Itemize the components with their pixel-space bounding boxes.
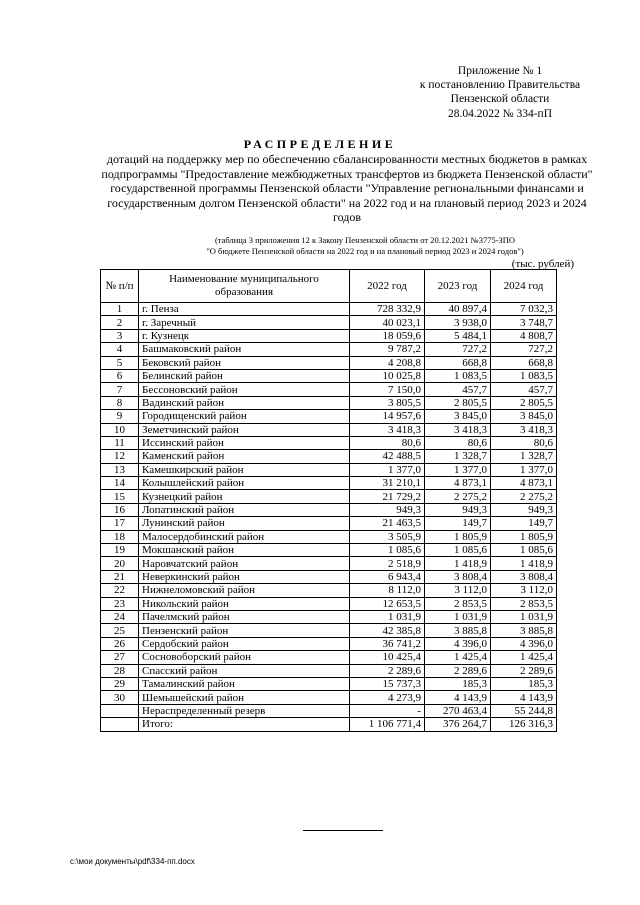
- appendix-line-4: 28.04.2022 № 334-пП: [447, 107, 552, 120]
- table-row: [101, 597, 557, 610]
- table-row: [101, 610, 557, 623]
- municipality-name: Лопатинский район: [139, 503, 350, 516]
- row-number: 3: [101, 329, 139, 342]
- table-row: [101, 637, 557, 650]
- value-2023: 3 112,0: [425, 584, 491, 597]
- row-number: 9: [101, 410, 139, 423]
- municipality-name: Вадинский район: [139, 396, 350, 409]
- signature-line: [303, 830, 383, 831]
- table-row: [101, 477, 557, 490]
- value-2023: 3 938,0: [425, 316, 491, 329]
- municipality-name: Лунинский район: [139, 517, 350, 530]
- row-number: 10: [101, 423, 139, 436]
- value-2024: 457,7: [491, 383, 557, 396]
- value-2023: 1 328,7: [425, 450, 491, 463]
- table-row: [101, 463, 557, 476]
- value-2022: 1 106 771,4: [350, 718, 425, 731]
- value-2023: 1 083,5: [425, 369, 491, 382]
- municipality-name: Сердобский район: [139, 637, 350, 650]
- value-2022: 728 332,9: [350, 303, 425, 316]
- value-2023: 668,8: [425, 356, 491, 369]
- value-2024: 668,8: [491, 356, 557, 369]
- file-path-footer: c:\мои документы\pdf\334-пп.docx: [70, 857, 195, 866]
- value-2024: 4 873,1: [491, 477, 557, 490]
- distribution-table: [100, 269, 557, 732]
- value-2022: 4 273,9: [350, 691, 425, 704]
- row-number: 26: [101, 637, 139, 650]
- appendix-line-3: Пензенской области: [450, 93, 550, 106]
- document-title: РАСПРЕДЕЛЕНИЕ: [243, 137, 397, 151]
- appendix-line-2: к постановлению Правительства: [419, 79, 581, 92]
- row-number: 21: [101, 570, 139, 583]
- row-number: 27: [101, 651, 139, 664]
- value-2024: 1 083,5: [491, 369, 557, 382]
- row-number: 20: [101, 557, 139, 570]
- value-2024: 80,6: [491, 436, 557, 449]
- row-number: 12: [101, 450, 139, 463]
- table-row: [101, 691, 557, 704]
- municipality-name: Кузнецкий район: [139, 490, 350, 503]
- value-2023: 3 885,8: [425, 624, 491, 637]
- municipality-name: Малосердобинский район: [139, 530, 350, 543]
- value-2024: 126 316,3: [491, 718, 557, 731]
- value-2023: 2 805,5: [425, 396, 491, 409]
- table-row: [101, 557, 557, 570]
- municipality-name: Спасский район: [139, 664, 350, 677]
- table-row: [101, 410, 557, 423]
- source-reference: [150, 235, 580, 257]
- municipality-name: Белинский район: [139, 369, 350, 382]
- document-subtitle: дотаций на поддержку мер по обеспечению сбалансированности местных бюджетов в рамках подпрограммы "Предоставление межбюджетных трансфертов из бюджета Пензенской области" государственной программы Пензенской области "Управление региональными финансами и государственным долгом Пензенской области" на 2022 год и на плановый период 2023 и 2024 годов: [101, 152, 593, 225]
- value-2022: 10 025,8: [350, 369, 425, 382]
- table-row: [101, 664, 557, 677]
- row-number: 28: [101, 664, 139, 677]
- municipality-name: Городищенский район: [139, 410, 350, 423]
- value-2024: 4 396,0: [491, 637, 557, 650]
- table-row: [101, 624, 557, 637]
- value-2024: 1 085,6: [491, 544, 557, 557]
- table-row: [101, 718, 557, 731]
- value-2024: 149,7: [491, 517, 557, 530]
- row-number: 7: [101, 383, 139, 396]
- value-2024: 1 377,0: [491, 463, 557, 476]
- municipality-name: г. Пенза: [139, 303, 350, 316]
- table-row: [101, 450, 557, 463]
- value-2024: 4 808,7: [491, 329, 557, 342]
- row-number: 29: [101, 677, 139, 690]
- row-number: 11: [101, 436, 139, 449]
- value-2022: 42 385,8: [350, 624, 425, 637]
- municipality-name: Башмаковский район: [139, 343, 350, 356]
- row-number: 6: [101, 369, 139, 382]
- table-row: [101, 651, 557, 664]
- value-2022: 1 031,9: [350, 610, 425, 623]
- value-2024: 7 032,3: [491, 303, 557, 316]
- row-number: 4: [101, 343, 139, 356]
- value-2024: 1 805,9: [491, 530, 557, 543]
- value-2023: 2 289,6: [425, 664, 491, 677]
- municipality-name: Камешкирский район: [139, 463, 350, 476]
- value-2022: 6 943,4: [350, 570, 425, 583]
- municipality-name: Наровчатский район: [139, 557, 350, 570]
- municipality-name: Пачелмский район: [139, 610, 350, 623]
- value-2022: 40 023,1: [350, 316, 425, 329]
- municipality-name: Неверкинский район: [139, 570, 350, 583]
- table-header-row: [101, 270, 557, 303]
- value-2022: 4 208,8: [350, 356, 425, 369]
- value-2024: 4 143,9: [491, 691, 557, 704]
- row-number: 30: [101, 691, 139, 704]
- row-number: [101, 704, 139, 717]
- table-body: [101, 303, 557, 732]
- value-2022: 9 787,2: [350, 343, 425, 356]
- table-row: [101, 316, 557, 329]
- value-2024: 2 805,5: [491, 396, 557, 409]
- municipality-name: Нераспределенный резерв: [139, 704, 350, 717]
- value-2022: 21 729,2: [350, 490, 425, 503]
- header-2022: 2022 год: [350, 270, 425, 303]
- value-2023: 949,3: [425, 503, 491, 516]
- municipality-name: Никольский район: [139, 597, 350, 610]
- row-number: 8: [101, 396, 139, 409]
- row-number: 17: [101, 517, 139, 530]
- value-2023: 4 873,1: [425, 477, 491, 490]
- value-2024: 185,3: [491, 677, 557, 690]
- municipality-name: г. Заречный: [139, 316, 350, 329]
- municipality-name: Иссинский район: [139, 436, 350, 449]
- header-2024: 2024 год: [491, 270, 557, 303]
- table-row: [101, 369, 557, 382]
- value-2022: -: [350, 704, 425, 717]
- header-2023: 2023 год: [425, 270, 491, 303]
- value-2024: 3 885,8: [491, 624, 557, 637]
- value-2024: 3 418,3: [491, 423, 557, 436]
- value-2023: 1 805,9: [425, 530, 491, 543]
- value-2022: 949,3: [350, 503, 425, 516]
- value-2023: 4 143,9: [425, 691, 491, 704]
- source-line-1: (таблица 3 приложения 12 к Закону Пензенской области от 20.12.2021 №3775-ЗПО: [214, 235, 516, 245]
- value-2022: 15 737,3: [350, 677, 425, 690]
- row-number: 22: [101, 584, 139, 597]
- row-number: [101, 718, 139, 731]
- table-row: [101, 530, 557, 543]
- table-row: [101, 677, 557, 690]
- value-2024: 3 845,0: [491, 410, 557, 423]
- value-2024: 949,3: [491, 503, 557, 516]
- header-name: Наименование муниципального образования: [139, 270, 350, 303]
- value-2024: 3 112,0: [491, 584, 557, 597]
- value-2022: 1 377,0: [350, 463, 425, 476]
- row-number: 16: [101, 503, 139, 516]
- row-number: 19: [101, 544, 139, 557]
- value-2024: 3 808,4: [491, 570, 557, 583]
- value-2022: 31 210,1: [350, 477, 425, 490]
- value-2023: 376 264,7: [425, 718, 491, 731]
- value-2022: 14 957,6: [350, 410, 425, 423]
- municipality-name: Тамалинский район: [139, 677, 350, 690]
- municipality-name: Бековский район: [139, 356, 350, 369]
- value-2022: 7 150,0: [350, 383, 425, 396]
- value-2024: 727,2: [491, 343, 557, 356]
- value-2023: 5 484,1: [425, 329, 491, 342]
- municipality-name: Каменский район: [139, 450, 350, 463]
- row-number: 15: [101, 490, 139, 503]
- value-2022: 12 653,5: [350, 597, 425, 610]
- value-2023: 3 808,4: [425, 570, 491, 583]
- value-2024: 1 031,9: [491, 610, 557, 623]
- value-2022: 1 085,6: [350, 544, 425, 557]
- row-number: 13: [101, 463, 139, 476]
- row-number: 2: [101, 316, 139, 329]
- municipality-name: Пензенский район: [139, 624, 350, 637]
- row-number: 1: [101, 303, 139, 316]
- table-row: [101, 356, 557, 369]
- row-number: 25: [101, 624, 139, 637]
- value-2023: 1 085,6: [425, 544, 491, 557]
- table-row: [101, 544, 557, 557]
- value-2024: 3 748,7: [491, 316, 557, 329]
- value-2022: 80,6: [350, 436, 425, 449]
- value-2024: 2 853,5: [491, 597, 557, 610]
- table-row: [101, 490, 557, 503]
- table-row: [101, 517, 557, 530]
- appendix-line-1: Приложение № 1: [457, 65, 543, 77]
- value-2023: 4 396,0: [425, 637, 491, 650]
- value-2022: 42 488,5: [350, 450, 425, 463]
- header-num: № п/п: [101, 270, 139, 303]
- municipality-name: Сосновоборский район: [139, 651, 350, 664]
- value-2022: 3 418,3: [350, 423, 425, 436]
- value-2023: 2 853,5: [425, 597, 491, 610]
- row-number: 14: [101, 477, 139, 490]
- row-number: 5: [101, 356, 139, 369]
- table-row: [101, 423, 557, 436]
- table-row: [101, 329, 557, 342]
- row-number: 18: [101, 530, 139, 543]
- table-row: [101, 396, 557, 409]
- source-line-2: "О бюджете Пензенской области на 2022 год и на плановый период 2023 и 2024 годов"): [206, 246, 524, 256]
- municipality-name: Итого:: [139, 718, 350, 731]
- value-2023: 270 463,4: [425, 704, 491, 717]
- value-2023: 1 418,9: [425, 557, 491, 570]
- table-row: [101, 503, 557, 516]
- value-2022: 3 505,9: [350, 530, 425, 543]
- value-2024: 2 289,6: [491, 664, 557, 677]
- value-2024: 2 275,2: [491, 490, 557, 503]
- value-2022: 18 059,6: [350, 329, 425, 342]
- value-2024: 1 328,7: [491, 450, 557, 463]
- municipality-name: Бессоновский район: [139, 383, 350, 396]
- value-2024: 1 418,9: [491, 557, 557, 570]
- value-2023: 149,7: [425, 517, 491, 530]
- value-2023: 1 031,9: [425, 610, 491, 623]
- municipality-name: г. Кузнецк: [139, 329, 350, 342]
- value-2022: 10 425,4: [350, 651, 425, 664]
- municipality-name: Колышлейский район: [139, 477, 350, 490]
- appendix-header: [400, 64, 600, 121]
- table-row: [101, 383, 557, 396]
- municipality-name: Шемышейский район: [139, 691, 350, 704]
- value-2023: 3 845,0: [425, 410, 491, 423]
- value-2023: 457,7: [425, 383, 491, 396]
- value-2022: 2 518,9: [350, 557, 425, 570]
- units-label: (тыс. рублей): [511, 258, 574, 270]
- table-row: [101, 704, 557, 717]
- value-2022: 21 463,5: [350, 517, 425, 530]
- table-row: [101, 584, 557, 597]
- value-2023: 80,6: [425, 436, 491, 449]
- municipality-name: Мокшанский район: [139, 544, 350, 557]
- table-row: [101, 570, 557, 583]
- value-2023: 40 897,4: [425, 303, 491, 316]
- value-2022: 36 741,2: [350, 637, 425, 650]
- value-2022: 3 805,5: [350, 396, 425, 409]
- value-2023: 1 425,4: [425, 651, 491, 664]
- value-2023: 1 377,0: [425, 463, 491, 476]
- value-2024: 1 425,4: [491, 651, 557, 664]
- municipality-name: Нижнеломовский район: [139, 584, 350, 597]
- value-2023: 2 275,2: [425, 490, 491, 503]
- value-2023: 185,3: [425, 677, 491, 690]
- value-2023: 727,2: [425, 343, 491, 356]
- table-row: [101, 436, 557, 449]
- table-row: [101, 303, 557, 316]
- municipality-name: Земетчинский район: [139, 423, 350, 436]
- value-2022: 8 112,0: [350, 584, 425, 597]
- row-number: 24: [101, 610, 139, 623]
- value-2024: 55 244,8: [491, 704, 557, 717]
- row-number: 23: [101, 597, 139, 610]
- value-2022: 2 289,6: [350, 664, 425, 677]
- table-row: [101, 343, 557, 356]
- value-2023: 3 418,3: [425, 423, 491, 436]
